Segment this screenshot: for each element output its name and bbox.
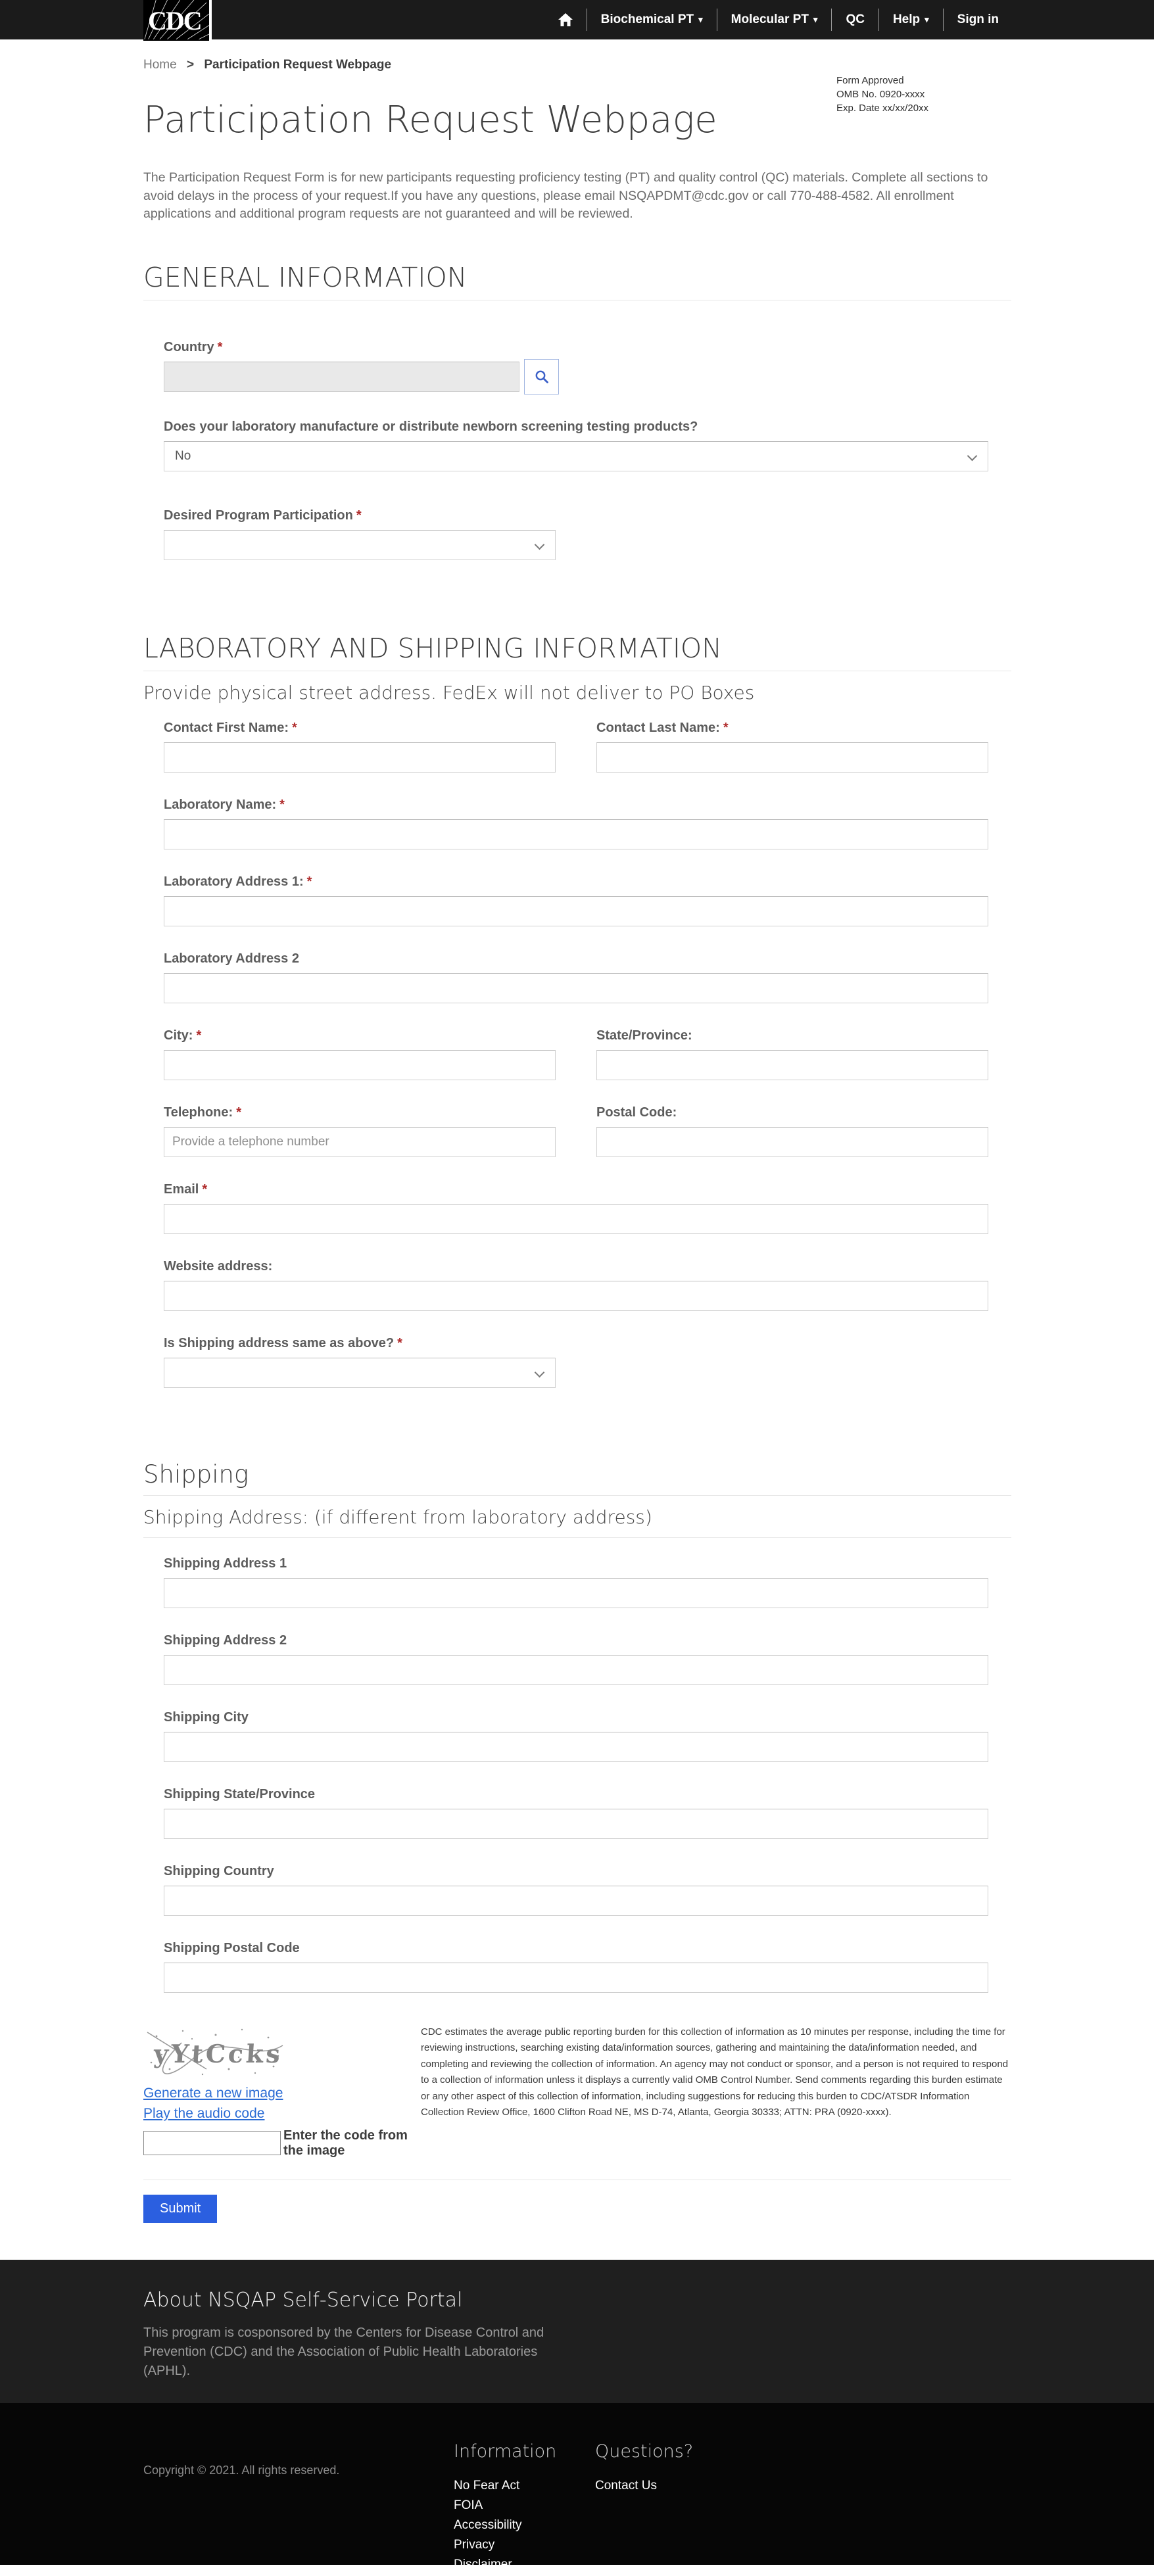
form-approval-note: [836, 74, 928, 115]
contact-first-name-input[interactable]: [164, 742, 556, 773]
contact-last-name-label: Contact Last Name: *: [596, 720, 729, 735]
newborn-products-label: Does your laboratory manufacture or distribute newborn screening testing products?: [164, 419, 698, 434]
nav-label: Help: [892, 12, 921, 26]
laboratory-subheading: Provide physical street address. FedEx will not deliver to PO Boxes: [143, 681, 755, 704]
required-asterisk: *: [723, 720, 729, 735]
required-asterisk: *: [236, 1105, 241, 1120]
captcha-code-input[interactable]: [143, 2131, 281, 2155]
footer-link-contact-us[interactable]: Contact Us: [595, 2478, 657, 2493]
nav-label: Sign in: [957, 12, 999, 26]
captcha-input-label: Enter the code from the image: [283, 2128, 408, 2158]
submit-button[interactable]: Submit: [143, 2195, 217, 2223]
page-title: Participation Request Webpage: [143, 99, 717, 141]
shipping-address1-label: Shipping Address 1: [164, 1556, 287, 1571]
required-asterisk: *: [306, 874, 312, 889]
shipping-same-select[interactable]: [164, 1358, 556, 1388]
required-asterisk: *: [196, 1028, 202, 1043]
state-province-input[interactable]: [596, 1050, 988, 1080]
required-asterisk: *: [397, 1335, 402, 1350]
program-participation-select[interactable]: [164, 530, 556, 560]
postal-code-label: Postal Code:: [596, 1105, 677, 1120]
telephone-label: Telephone: *: [164, 1105, 241, 1120]
nav-item-biochemical-pt[interactable]: [587, 0, 717, 39]
caret-down-icon: ▾: [698, 14, 703, 24]
email-label: Email *: [164, 1181, 208, 1197]
caret-down-icon: ▾: [813, 14, 818, 24]
footer-about-section: [0, 2260, 1154, 2403]
play-audio-code-link[interactable]: Play the audio code: [143, 2105, 265, 2121]
program-participation-label: Desired Program Participation *: [164, 508, 362, 523]
email-input[interactable]: [164, 1204, 988, 1234]
approval-line: OMB No. 0920-xxxx: [836, 89, 925, 100]
country-input[interactable]: [164, 362, 519, 392]
footer-questions-heading: Questions?: [595, 2441, 694, 2462]
required-asterisk: *: [279, 797, 285, 812]
footer-link-privacy[interactable]: Privacy: [454, 2537, 495, 2552]
nav-item-qc[interactable]: [832, 0, 878, 39]
nav-label: QC: [846, 12, 865, 26]
nav-item-help[interactable]: [879, 0, 943, 39]
contact-first-name-label: Contact First Name: *: [164, 720, 297, 735]
laboratory-address2-label: Laboratory Address 2: [164, 951, 299, 966]
footer-bottom-section: [0, 2403, 1154, 2571]
footer-link-disclaimer[interactable]: Disclaimer: [454, 2557, 512, 2571]
nav-label: Molecular PT: [731, 12, 809, 26]
laboratory-name-label: Laboratory Name: *: [164, 797, 285, 812]
shipping-state-input[interactable]: [164, 1809, 988, 1839]
copyright-text: Copyright © 2021. All rights reserved.: [143, 2463, 340, 2477]
approval-line: Exp. Date xx/xx/20xx: [836, 103, 929, 114]
home-icon: [558, 13, 573, 26]
required-asterisk: *: [356, 508, 362, 523]
captcha-code-text: yYtCcks: [153, 2038, 284, 2068]
burden-statement: CDC estimates the average public reporting burden for this collection of information as 10 minutes per response, including the time for reviewing instructions, searching existing data/information sources, gathering and maintaining the data/information needed, and completing and reviewing the collection of information. An agency may not conduct or sponsor, and a person is not required to respond to a collection of information unless it displays a currently valid OMB Control Number. Send comments regarding this burden estimate or any other aspect of this collection of information, including suggestions for reducing this burden to CDC/ATSDR Information Collection Review Office, 1600 Clifton Road NE, MS D-74, Atlanta, Georgia 30333; ATTN: PRA (0920-xxxx).: [421, 2026, 1009, 2118]
shipping-country-input[interactable]: [164, 1886, 988, 1916]
laboratory-address1-input[interactable]: [164, 896, 988, 926]
website-address-label: Website address:: [164, 1258, 273, 1274]
breadcrumb-current: Participation Request Webpage: [204, 58, 392, 72]
nav-label: Biochemical PT: [600, 12, 694, 26]
footer-link-accessibility[interactable]: Accessibility: [454, 2517, 522, 2532]
footer-link-foia[interactable]: FOIA: [454, 2498, 483, 2512]
breadcrumb-separator: >: [186, 58, 195, 72]
footer-questions-column: [595, 2441, 693, 2497]
caret-down-icon: ▾: [925, 14, 929, 24]
laboratory-address1-label: Laboratory Address 1: *: [164, 874, 312, 889]
footer-information-column: [454, 2441, 556, 2576]
shipping-address2-label: Shipping Address 2: [164, 1633, 287, 1648]
newborn-products-select[interactable]: [164, 441, 988, 471]
section-heading-general: GENERAL INFORMATION: [143, 262, 1011, 300]
approval-line: Form Approved: [836, 75, 904, 86]
captcha-image: [143, 2023, 288, 2081]
required-asterisk: *: [202, 1181, 208, 1197]
shipping-city-label: Shipping City: [164, 1709, 249, 1725]
city-input[interactable]: [164, 1050, 556, 1080]
shipping-postal-input[interactable]: [164, 1963, 988, 1993]
shipping-state-label: Shipping State/Province: [164, 1786, 316, 1801]
state-province-label: State/Province:: [596, 1028, 692, 1043]
breadcrumb: [143, 39, 1011, 72]
shipping-country-label: Shipping Country: [164, 1863, 274, 1878]
shipping-address1-input[interactable]: [164, 1578, 988, 1608]
nav-item-molecular-pt[interactable]: [717, 0, 832, 39]
section-heading-laboratory: LABORATORY AND SHIPPING INFORMATION: [143, 632, 1011, 671]
footer-about-heading: About NSQAP Self-Service Portal: [143, 2288, 463, 2312]
website-address-input[interactable]: [164, 1281, 988, 1311]
main-nav: [544, 0, 1013, 39]
footer-link-no-fear-act[interactable]: No Fear Act: [454, 2478, 520, 2493]
laboratory-name-input[interactable]: [164, 819, 988, 849]
header: [0, 0, 1154, 39]
shipping-postal-label: Shipping Postal Code: [164, 1940, 300, 1955]
shipping-subheading: Shipping Address: (if different from laboratory address): [143, 1506, 1011, 1538]
footer-about-text: This program is cosponsored by the Centers for Disease Control and Prevention (CDC) and the Association of Public Health Laboratories (APHL).: [143, 2325, 544, 2378]
shipping-address2-input[interactable]: [164, 1655, 988, 1685]
nav-home-button[interactable]: [544, 0, 587, 39]
required-asterisk: *: [217, 339, 223, 354]
nav-item-sign-in[interactable]: [944, 0, 1013, 39]
footer-information-heading: Information: [454, 2441, 557, 2462]
required-asterisk: *: [292, 720, 297, 735]
shipping-same-label: Is Shipping address same as above? *: [164, 1335, 402, 1350]
intro-text: The Participation Request Form is for new participants requesting proficiency testing (PT) and quality control (QC) materials. Complete all sections to avoid delays in the process of your request.If you have any questions, please email NSQAPDMT@cdc.gov or call 770-488-4582. All enrollment applications and additional program requests are not guaranteed and will be reviewed.: [143, 170, 988, 221]
shipping-city-input[interactable]: [164, 1732, 988, 1762]
country-label: Country *: [164, 339, 223, 354]
cdc-logo-text: CDC: [148, 6, 201, 36]
telephone-input[interactable]: [164, 1127, 556, 1157]
country-search-button[interactable]: [524, 359, 559, 394]
search-icon: [534, 369, 550, 385]
city-label: City: *: [164, 1028, 202, 1043]
newborn-products-value: No: [175, 448, 191, 463]
postal-code-input[interactable]: [596, 1127, 988, 1157]
section-heading-shipping: Shipping: [143, 1460, 1011, 1496]
laboratory-address2-input[interactable]: [164, 973, 988, 1003]
contact-last-name-input[interactable]: [596, 742, 988, 773]
breadcrumb-home-link[interactable]: Home: [143, 58, 177, 72]
cdc-logo[interactable]: [143, 0, 212, 41]
generate-new-image-link[interactable]: Generate a new image: [143, 2085, 283, 2101]
